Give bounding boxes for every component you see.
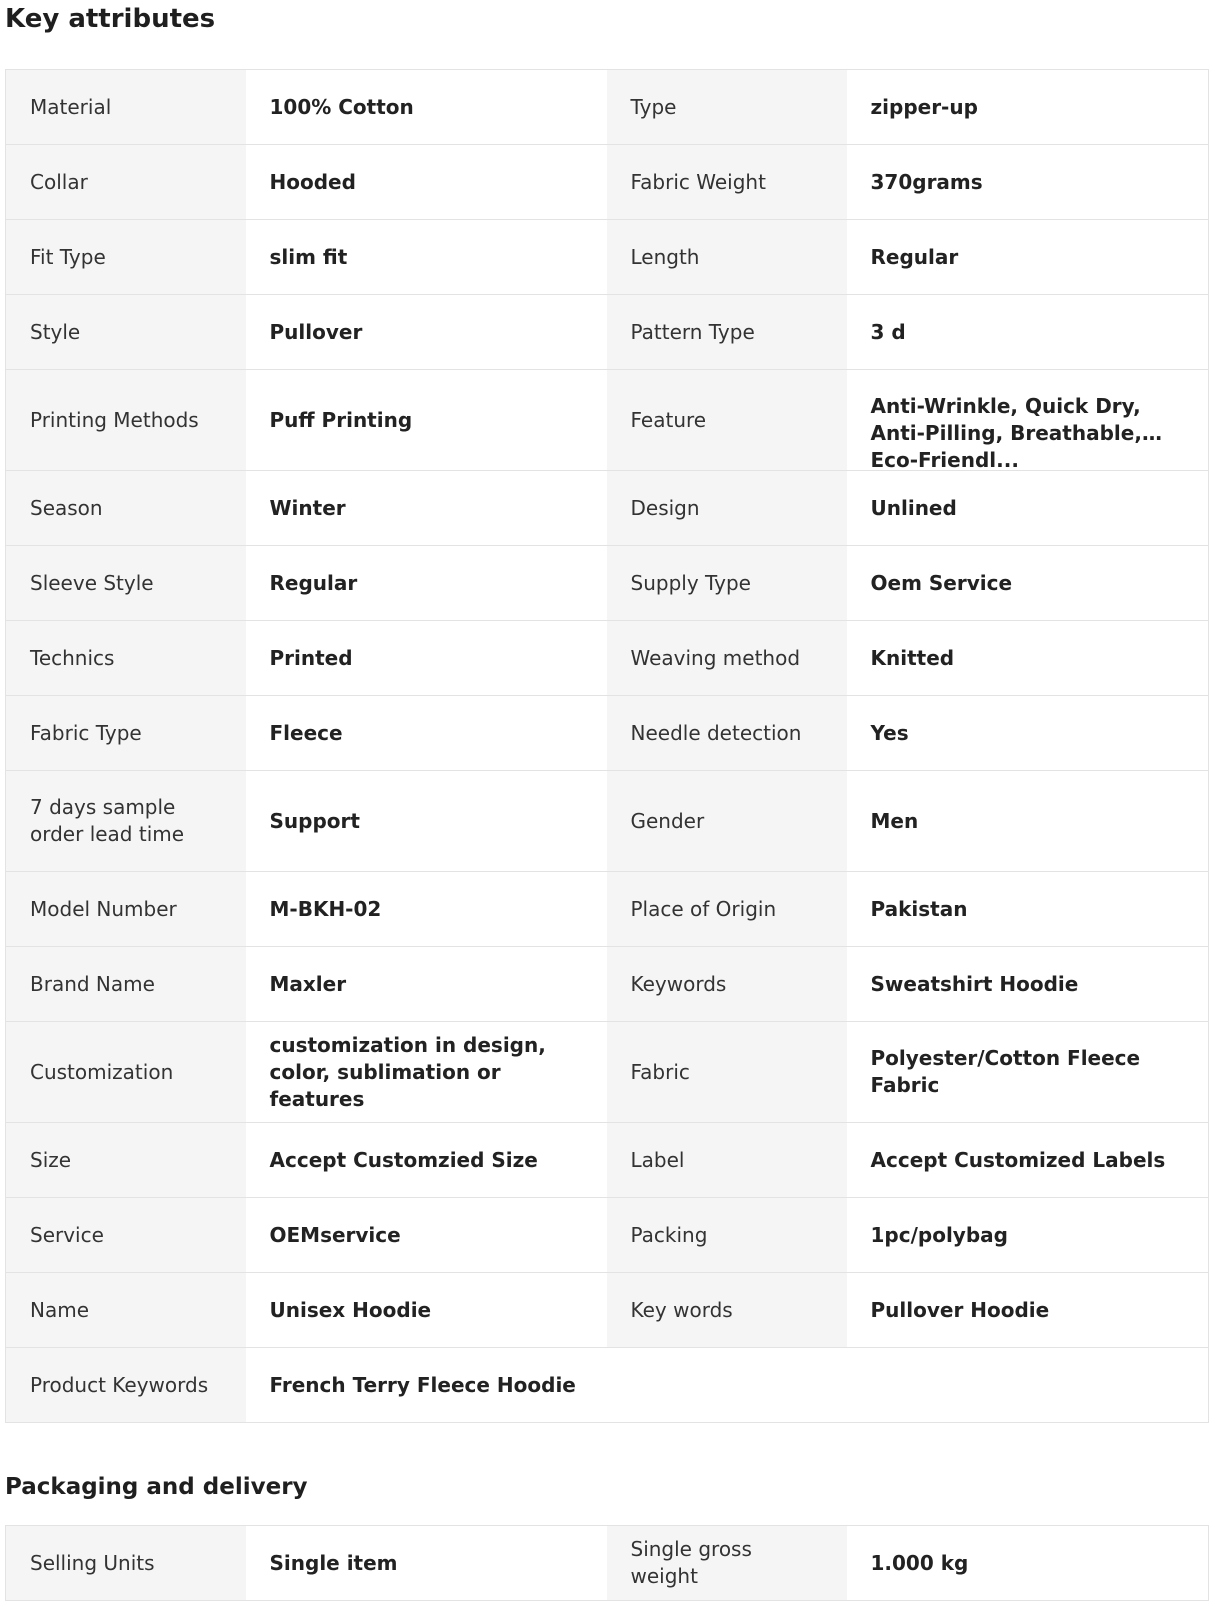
feature-value-text: Anti-Wrinkle, Quick Dry, Anti-Pilling, Breathable, Eco-Friendl... bbox=[870, 394, 1142, 472]
attribute-label: Fabric bbox=[607, 1022, 847, 1123]
attribute-value: Fleece bbox=[246, 696, 607, 771]
attribute-label: Model Number bbox=[6, 872, 246, 947]
attribute-value: slim fit bbox=[246, 220, 607, 295]
attribute-value: 1pc/polybag bbox=[847, 1198, 1209, 1273]
attribute-value: OEMservice bbox=[246, 1198, 607, 1273]
attribute-label: Packing bbox=[607, 1198, 847, 1273]
key-attributes-table bbox=[5, 69, 1209, 1423]
attribute-value: Regular bbox=[847, 220, 1209, 295]
attribute-value: Single item bbox=[246, 1526, 607, 1601]
attribute-value: Pullover Hoodie bbox=[847, 1273, 1209, 1348]
table-row bbox=[6, 1198, 1209, 1273]
attribute-value: zipper-up bbox=[847, 70, 1209, 145]
attribute-value: Polyester/Cotton Fleece Fabric bbox=[847, 1022, 1209, 1123]
attribute-value: Knitted bbox=[847, 621, 1209, 696]
table-row bbox=[6, 546, 1209, 621]
empty-cell bbox=[847, 1348, 1209, 1423]
attribute-label: Feature bbox=[607, 370, 847, 471]
attribute-label: Design bbox=[607, 471, 847, 546]
attribute-value: M-BKH-02 bbox=[246, 872, 607, 947]
attribute-label: Style bbox=[6, 295, 246, 370]
attribute-label: Material bbox=[6, 70, 246, 145]
attribute-value: 100% Cotton bbox=[246, 70, 607, 145]
attribute-label: Name bbox=[6, 1273, 246, 1348]
attribute-value: Pakistan bbox=[847, 872, 1209, 947]
attribute-label: Gender bbox=[607, 771, 847, 872]
table-row bbox=[6, 1022, 1209, 1123]
attribute-value: Accept Customzied Size bbox=[246, 1123, 607, 1198]
attribute-label: Place of Origin bbox=[607, 872, 847, 947]
attribute-value: Oem Service bbox=[847, 546, 1209, 621]
table-row bbox=[6, 1123, 1209, 1198]
attribute-value: Winter bbox=[246, 471, 607, 546]
attribute-label: Brand Name bbox=[6, 947, 246, 1022]
attribute-value: Hooded bbox=[246, 145, 607, 220]
table-row bbox=[6, 771, 1209, 872]
attribute-label: Key words bbox=[607, 1273, 847, 1348]
key-attributes-title: Key attributes bbox=[5, 4, 216, 34]
attribute-label: Sleeve Style bbox=[6, 546, 246, 621]
attribute-value: 370grams bbox=[847, 145, 1209, 220]
attribute-label: 7 days sample order lead time bbox=[6, 771, 246, 872]
table-row bbox=[6, 370, 1209, 471]
attribute-value: Accept Customized Labels bbox=[847, 1123, 1209, 1198]
attribute-value: Maxler bbox=[246, 947, 607, 1022]
attribute-value: Sweatshirt Hoodie bbox=[847, 947, 1209, 1022]
attribute-label: Single gross weight bbox=[607, 1526, 847, 1601]
attribute-value: Unlined bbox=[847, 471, 1209, 546]
table-row bbox=[6, 1348, 1209, 1423]
attribute-value: 3 d bbox=[847, 295, 1209, 370]
attribute-label: Selling Units bbox=[6, 1526, 246, 1601]
attribute-label: Keywords bbox=[607, 947, 847, 1022]
table-row bbox=[6, 220, 1209, 295]
packaging-delivery-title: Packaging and delivery bbox=[5, 1474, 308, 1500]
table-row bbox=[6, 1526, 1209, 1601]
attribute-label: Customization bbox=[6, 1022, 246, 1123]
attribute-label: Type bbox=[607, 70, 847, 145]
attribute-value: Pullover bbox=[246, 295, 607, 370]
attribute-value: Printed bbox=[246, 621, 607, 696]
table-row bbox=[6, 872, 1209, 947]
attribute-value bbox=[847, 370, 1209, 471]
attribute-value: 1.000 kg bbox=[847, 1526, 1209, 1601]
table-row bbox=[6, 295, 1209, 370]
table-row bbox=[6, 471, 1209, 546]
attribute-value: Support bbox=[246, 771, 607, 872]
attribute-label: Needle detection bbox=[607, 696, 847, 771]
table-row bbox=[6, 696, 1209, 771]
packaging-delivery-table bbox=[5, 1525, 1209, 1601]
table-row bbox=[6, 947, 1209, 1022]
attribute-label: Fabric Weight bbox=[607, 145, 847, 220]
attribute-label: Weaving method bbox=[607, 621, 847, 696]
attribute-label: Label bbox=[607, 1123, 847, 1198]
attribute-label: Season bbox=[6, 471, 246, 546]
table-row bbox=[6, 1273, 1209, 1348]
attribute-label: Product Keywords bbox=[6, 1348, 246, 1423]
attribute-label: Service bbox=[6, 1198, 246, 1273]
attribute-label: Fabric Type bbox=[6, 696, 246, 771]
attribute-label: Fit Type bbox=[6, 220, 246, 295]
attribute-value: Men bbox=[847, 771, 1209, 872]
table-row bbox=[6, 621, 1209, 696]
attribute-label: Length bbox=[607, 220, 847, 295]
attribute-value: Puff Printing bbox=[246, 370, 607, 471]
attribute-value: French Terry Fleece Hoodie bbox=[246, 1348, 607, 1423]
table-row bbox=[6, 145, 1209, 220]
attribute-label: Printing Methods bbox=[6, 370, 246, 471]
attribute-label: Size bbox=[6, 1123, 246, 1198]
attribute-value: Unisex Hoodie bbox=[246, 1273, 607, 1348]
attribute-label: Pattern Type bbox=[607, 295, 847, 370]
attribute-value: customization in design, color, sublimation or features bbox=[246, 1022, 607, 1123]
table-row bbox=[6, 70, 1209, 145]
attribute-label: Supply Type bbox=[607, 546, 847, 621]
attribute-value: Yes bbox=[847, 696, 1209, 771]
attribute-label: Technics bbox=[6, 621, 246, 696]
empty-cell bbox=[607, 1348, 847, 1423]
attribute-value: Regular bbox=[246, 546, 607, 621]
attribute-label: Collar bbox=[6, 145, 246, 220]
